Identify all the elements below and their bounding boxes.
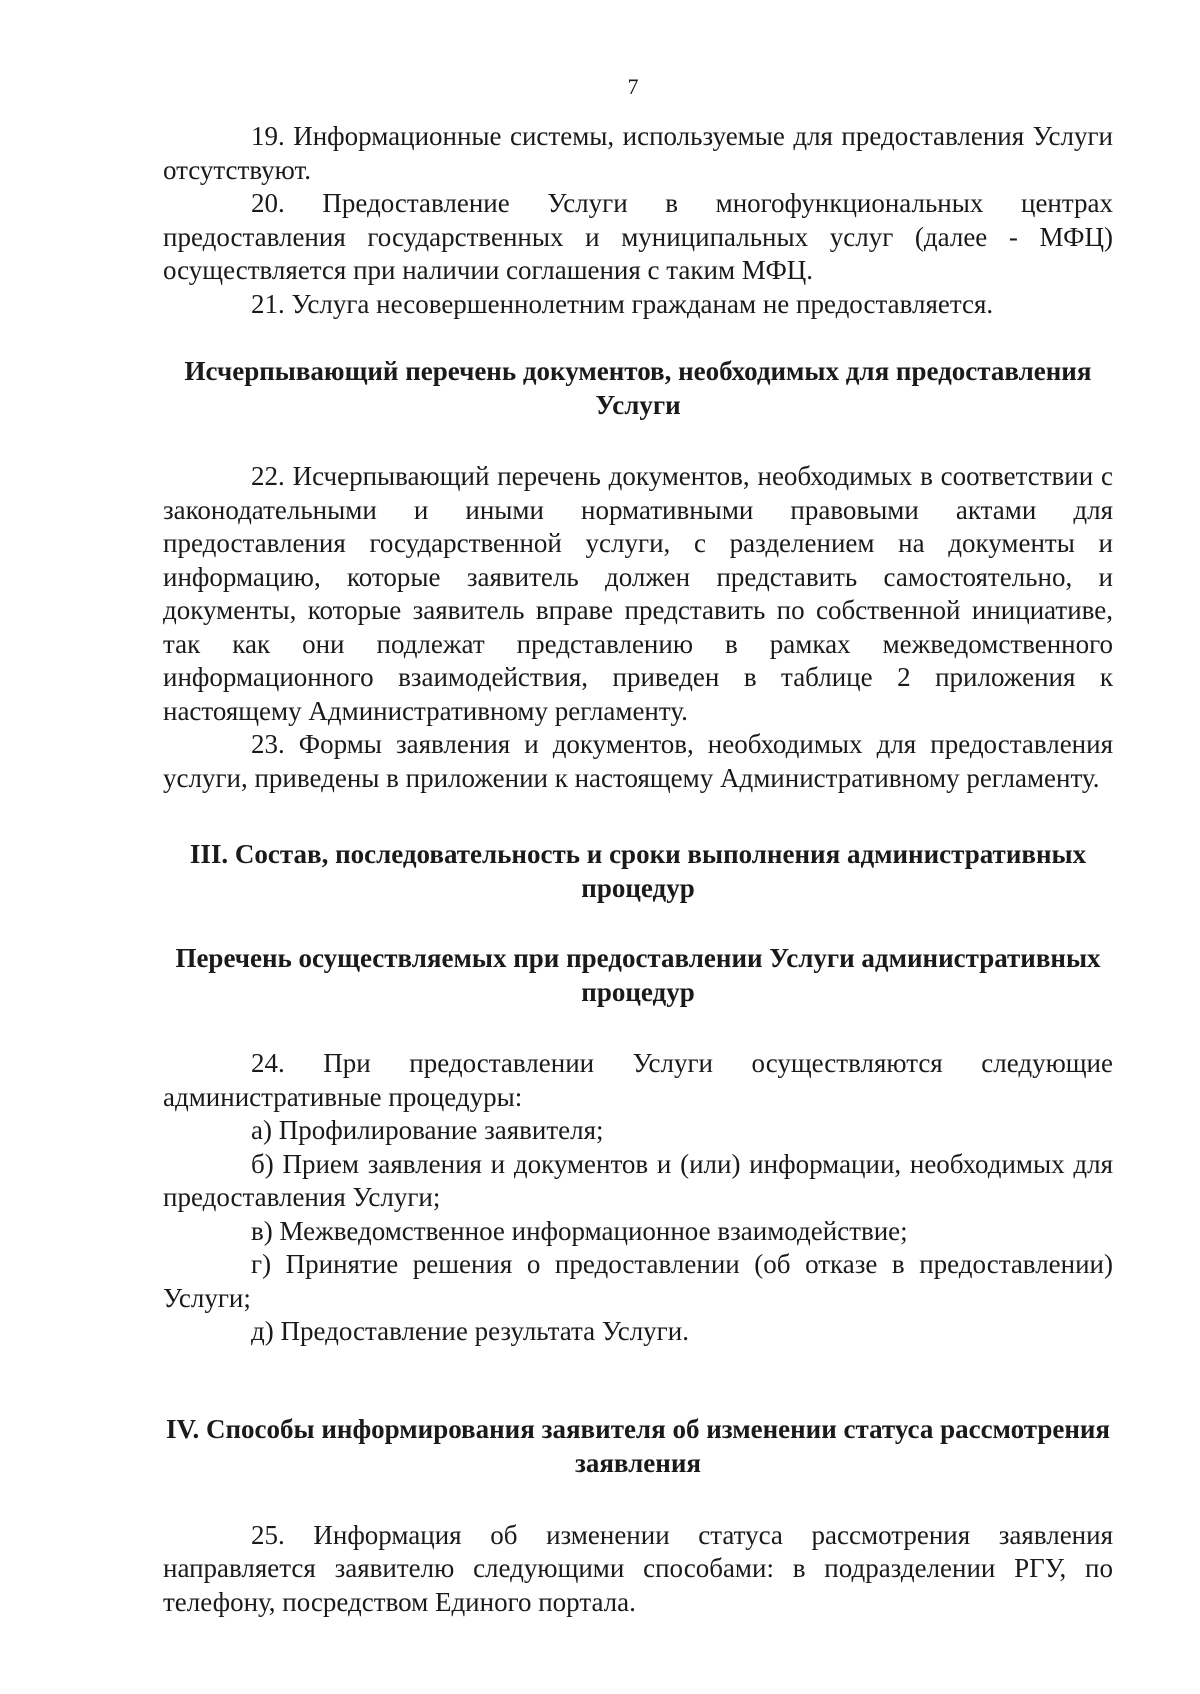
paragraph-19: 19. Информационные системы, используемые для предоставления Услуги отсутствуют.: [163, 121, 1113, 185]
heading-procedures-list: Перечень осуществляемых при предоставлении Услуги административных процедур: [175, 943, 1101, 1007]
paragraph-25: 25. Информация об изменении статуса рассмотрения заявления направляется заявителю следующими способами: в подразделении РГУ, по телефону, посредством Единого портала.: [163, 1519, 1113, 1617]
page-number: 7: [627, 74, 639, 99]
procedure-item-v: в) Межведомственное информационное взаимодействие;: [251, 1215, 908, 1246]
heading-documents-list: Исчерпывающий перечень документов, необходимых для предоставления Услуги: [184, 356, 1092, 420]
paragraph-21: 21. Услуга несовершеннолетним гражданам не предоставляется.: [251, 288, 994, 319]
procedure-item-g: г) Принятие решения о предоставлении (об отказе в предоставлении) Услуги;: [163, 1249, 1113, 1313]
heading-section-4: IV. Способы информирования заявителя об изменении статуса рассмотрения заявления: [165, 1413, 1111, 1478]
procedure-item-d: д) Предоставление результата Услуги.: [251, 1316, 689, 1346]
paragraph-20: 20. Предоставление Услуги в многофункциональных центрах предоставления государственных и муниципальных услуг (далее - МФЦ) осуществляется при наличии соглашения с таким МФЦ.: [163, 188, 1113, 285]
heading-section-3: III. Состав, последовательность и сроки выполнения административных процедур: [189, 839, 1087, 903]
paragraph-23: 23. Формы заявления и документов, необходимых для предоставления услуги, приведены в приложении к настоящему Административному регламенту.: [163, 729, 1113, 793]
paragraph-22: 22. Исчерпывающий перечень документов, необходимых в соответствии с законодательными и иными нормативными правовыми актами для предоставления государственной услуги, с разделением на документы и информацию, которые заявитель должен представить самостоятельно, и документы, которые заявитель вправе представить по собственной инициативе, так как они подлежат представлению в рамках межведомственного информационного взаимодействия, приведен в таблице 2 приложения к настоящему Административному регламенту.: [163, 461, 1113, 726]
procedure-item-b: б) Прием заявления и документов и (или) информации, необходимых для предоставления Услуги;: [163, 1148, 1113, 1212]
procedure-item-a: а) Профилирование заявителя;: [251, 1115, 604, 1145]
paragraph-24: 24. При предоставлении Услуги осуществляются следующие административные процедуры:: [163, 1048, 1113, 1112]
document-page: [163, 70, 1113, 1619]
